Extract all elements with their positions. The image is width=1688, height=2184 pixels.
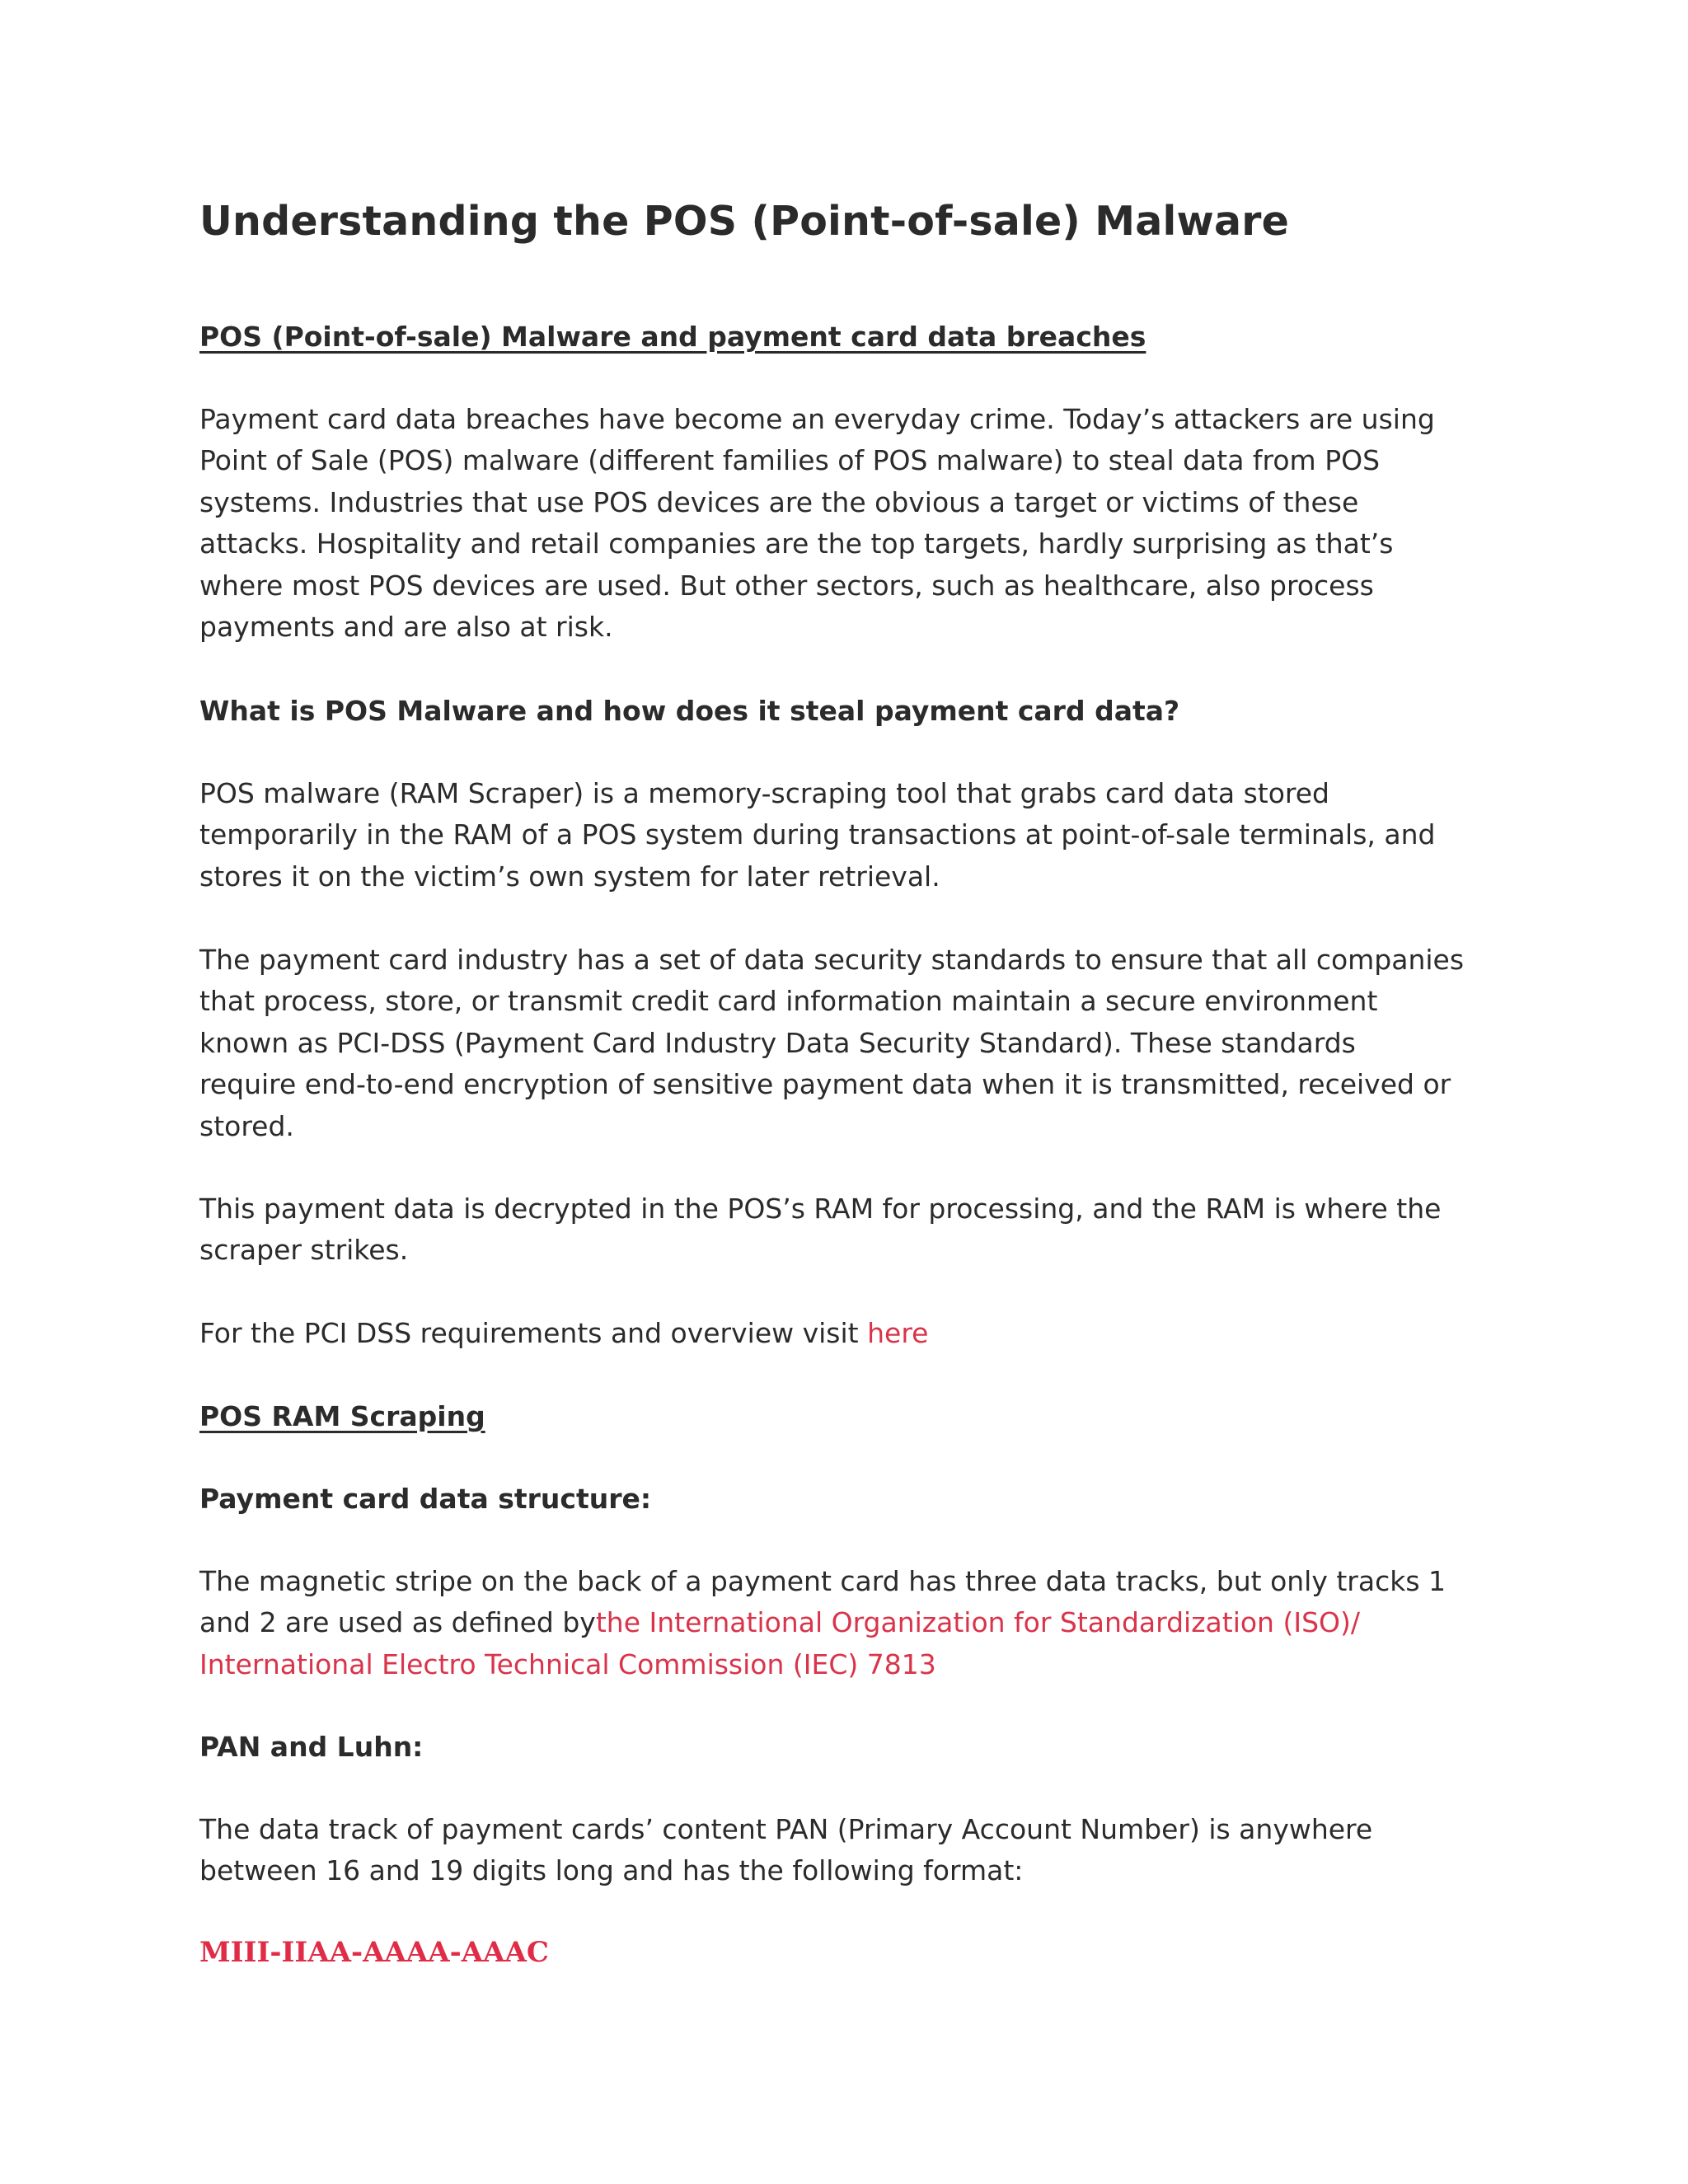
pci-dss-here-link[interactable]: here xyxy=(867,1317,929,1349)
paragraph-pci-dss xyxy=(199,940,1485,1147)
iso-iec-link-continued[interactable]: International Electro Technical Commission (IEC) 7813 xyxy=(199,1647,936,1680)
text-line: systems. Industries that use POS devices are the obvious a target or victims of these xyxy=(199,485,1359,518)
text-line: where most POS devices are used. But other sectors, such as healthcare, also process xyxy=(199,569,1374,602)
text-line: stored. xyxy=(199,1109,294,1142)
text-line: attacks. Hospitality and retail companies are the top targets, hardly surprising as that’s xyxy=(199,527,1394,560)
text-line: This payment data is decrypted in the POS’s RAM for processing, and the RAM is where the xyxy=(199,1193,1442,1225)
paragraph-breaches xyxy=(199,399,1485,648)
paragraph-decrypted xyxy=(199,1188,1485,1272)
page-title: Understanding the POS (Point-of-sale) Malware xyxy=(199,198,1290,245)
text-line: Payment card data breaches have become an everyday crime. Today’s attackers are using xyxy=(199,403,1435,435)
section-heading-what-is-pos: What is POS Malware and how does it steal payment card data? xyxy=(199,695,1180,727)
visit-text: For the PCI DSS requirements and overview visit xyxy=(199,1317,868,1349)
text-line: that process, store, or transmit credit card information maintain a secure environment xyxy=(199,985,1378,1018)
text-line: POS malware (RAM Scraper) is a memory-scraping tool that grabs card data stored xyxy=(199,777,1329,809)
text-line: The payment card industry has a set of data security standards to ensure that all companies xyxy=(199,944,1465,976)
paragraph-ram-scraper xyxy=(199,773,1485,898)
paragraph-visit xyxy=(199,1313,1485,1354)
text-line: between 16 and 19 digits long and has the following format: xyxy=(199,1854,1024,1887)
text-line: Point of Sale (POS) malware (different families of POS malware) to steal data from POS xyxy=(199,444,1381,477)
section-heading-breaches: POS (Point-of-sale) Malware and payment card data breaches xyxy=(199,321,1146,353)
text-line: require end-to-end encryption of sensitive payment data when it is transmitted, received or xyxy=(199,1068,1451,1101)
visit-line xyxy=(199,1313,1485,1354)
paragraph-pan xyxy=(199,1809,1485,1892)
text-line: temporarily in the RAM of a POS system during transactions at point-of-sale terminals, and xyxy=(199,818,1436,851)
paragraph-magnetic-stripe xyxy=(199,1561,1485,1685)
text-line: scraper strikes. xyxy=(199,1234,409,1267)
text-line: The data track of payment cards’ content PAN (Primary Account Number) is anywhere xyxy=(199,1813,1373,1845)
text-line: stores it on the victim’s own system for later retrieval. xyxy=(199,860,940,893)
section-heading-ram-scraping: POS RAM Scraping xyxy=(199,1400,485,1432)
text-line: known as PCI-DSS (Payment Card Industry Data Security Standard). These standards xyxy=(199,1026,1356,1059)
iso-iec-link[interactable]: the International Organization for Standardization (ISO)/ xyxy=(595,1606,1360,1639)
pan-format: MIII-IIAA-AAAA-AAAC xyxy=(199,1936,549,1969)
text-line: payments and are also at risk. xyxy=(199,611,613,644)
text-line-with-link xyxy=(199,1644,1485,1685)
defined-by-text: and 2 are used as defined by xyxy=(199,1606,596,1639)
subheading-card-data-structure: Payment card data structure: xyxy=(199,1483,652,1515)
text-line: The magnetic stripe on the back of a payment card has three data tracks, but only tracks 1 xyxy=(199,1565,1447,1597)
section-heading-pan-luhn: PAN and Luhn: xyxy=(199,1731,424,1763)
text-line-with-link xyxy=(199,1602,1485,1643)
